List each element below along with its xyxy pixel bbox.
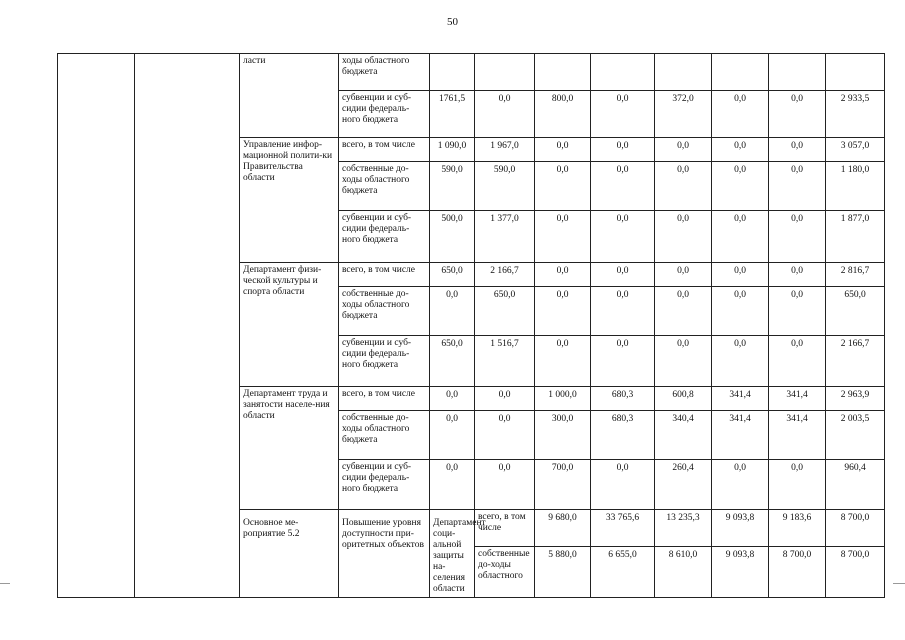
executor-cell: Департамент соци-альной защиты на-селения области [430,510,475,598]
value-cell: 2 166,7 [826,336,885,387]
row-label: всего, в том числе [475,510,535,547]
value-cell: 33 765,6 [591,510,655,547]
value-cell: 0,0 [591,162,655,211]
page-number: 50 [447,16,458,28]
row-label: всего, в том числе [339,387,430,411]
row-label: собственные до-ходы областного бюджета [339,411,430,460]
value-cell: 0,0 [475,411,535,460]
value-cell: 650,0 [430,336,475,387]
value-cell: 0,0 [712,287,769,336]
value-cell: 0,0 [655,263,712,287]
row-label: субвенции и суб-сидии федераль-ного бюджета [339,211,430,263]
value-cell: 2 816,7 [826,263,885,287]
value-cell: 341,4 [712,387,769,411]
value-cell: 341,4 [769,411,826,460]
value-cell: 0,0 [430,411,475,460]
row-label: субвенции и суб-сидии федераль-ного бюджета [339,336,430,387]
value-cell: 1 090,0 [430,138,475,162]
value-cell: 1 967,0 [475,138,535,162]
value-cell: 260,4 [655,460,712,510]
scan-mark-right [893,583,905,584]
value-cell: 0,0 [535,138,591,162]
value-cell: 960,4 [826,460,885,510]
value-cell: 341,4 [769,387,826,411]
table-row [58,54,885,91]
row-label: ходы областного бюджета [339,54,430,91]
value-cell: 0,0 [769,91,826,138]
row-label: собственные до-ходы областного бюджета [339,287,430,336]
value-cell: 0,0 [712,162,769,211]
executor-cell: ласти [240,54,339,138]
value-cell: 680,3 [591,387,655,411]
value-cell: 1 377,0 [475,211,535,263]
value-cell: 0,0 [655,287,712,336]
value-cell: 1 180,0 [826,162,885,211]
row-label: всего, в том числе [339,138,430,162]
value-cell: 0,0 [535,162,591,211]
value-cell: 2 963,9 [826,387,885,411]
value-cell: 1 516,7 [475,336,535,387]
scan-mark-left [0,583,10,584]
row-label: всего, в том числе [339,263,430,287]
value-cell: 0,0 [655,336,712,387]
value-cell: 1 000,0 [535,387,591,411]
value-cell: 0,0 [475,387,535,411]
value-cell: 0,0 [769,263,826,287]
value-cell: 0,0 [591,460,655,510]
value-cell: 0,0 [712,91,769,138]
value-cell: 2 166,7 [475,263,535,287]
value-cell: 2 003,5 [826,411,885,460]
value-cell: 0,0 [712,263,769,287]
value-cell: 0,0 [475,460,535,510]
value-cell: 0,0 [591,91,655,138]
value-cell: 9 093,8 [712,510,769,547]
measure-cell-empty [58,54,135,598]
value-cell: 0,0 [769,336,826,387]
value-cell [475,54,535,91]
value-cell: 6 655,0 [591,547,655,598]
value-cell: 9 680,0 [535,510,591,547]
value-cell: 590,0 [430,162,475,211]
value-cell: 800,0 [535,91,591,138]
value-cell: 680,3 [591,411,655,460]
row-label: субвенции и суб-сидии федераль-ного бюджета [339,91,430,138]
value-cell: 0,0 [712,138,769,162]
value-cell: 0,0 [655,211,712,263]
value-cell: 500,0 [430,211,475,263]
budget-table [57,53,885,598]
value-cell: 1761,5 [430,91,475,138]
value-cell [591,54,655,91]
value-cell: 0,0 [535,287,591,336]
value-cell: 0,0 [769,138,826,162]
value-cell: 0,0 [769,162,826,211]
value-cell: 1 877,0 [826,211,885,263]
value-cell: 5 880,0 [535,547,591,598]
value-cell: 372,0 [655,91,712,138]
value-cell: 8 700,0 [769,547,826,598]
measure-name-cell: Повышение уровня доступности при-оритетных объектов [339,510,430,598]
value-cell [769,54,826,91]
value-cell: 650,0 [475,287,535,336]
value-cell: 9 093,8 [712,547,769,598]
measure-name-cell-empty [135,54,240,598]
value-cell: 0,0 [769,211,826,263]
row-label: субвенции и суб-сидии федераль-ного бюджета [339,460,430,510]
value-cell: 0,0 [712,211,769,263]
value-cell: 0,0 [535,211,591,263]
row-label: собственные до-ходы областного бюджета [339,162,430,211]
executor-cell: Департамент труда и занятости населе-ния области [240,387,339,510]
value-cell: 341,4 [712,411,769,460]
value-cell: 0,0 [591,336,655,387]
value-cell: 8 700,0 [826,547,885,598]
value-cell: 0,0 [430,287,475,336]
measure-cell: Основное ме-роприятие 5.2 [240,510,339,598]
value-cell [712,54,769,91]
executor-cell: Департамент физи-ческой культуры и спорта области [240,263,339,387]
value-cell: 3 057,0 [826,138,885,162]
value-cell: 700,0 [535,460,591,510]
value-cell [655,54,712,91]
value-cell: 13 235,3 [655,510,712,547]
value-cell: 0,0 [712,460,769,510]
value-cell: 8 700,0 [826,510,885,547]
value-cell: 300,0 [535,411,591,460]
value-cell [826,54,885,91]
value-cell: 0,0 [712,336,769,387]
value-cell: 0,0 [655,138,712,162]
value-cell: 600,8 [655,387,712,411]
value-cell: 0,0 [769,460,826,510]
row-label: собственные до-ходы областного [475,547,535,598]
executor-cell: Управление инфор-мационной полити-ки Правительства области [240,138,339,263]
value-cell: 0,0 [769,287,826,336]
value-cell: 0,0 [475,91,535,138]
value-cell: 650,0 [826,287,885,336]
value-cell: 0,0 [591,263,655,287]
value-cell: 0,0 [591,138,655,162]
value-cell: 0,0 [591,287,655,336]
value-cell [535,54,591,91]
value-cell: 0,0 [535,336,591,387]
value-cell: 0,0 [535,263,591,287]
value-cell: 0,0 [430,460,475,510]
value-cell [430,54,475,91]
value-cell: 2 933,5 [826,91,885,138]
value-cell: 0,0 [655,162,712,211]
value-cell: 590,0 [475,162,535,211]
value-cell: 0,0 [591,211,655,263]
value-cell: 0,0 [430,387,475,411]
value-cell: 9 183,6 [769,510,826,547]
value-cell: 650,0 [430,263,475,287]
value-cell: 8 610,0 [655,547,712,598]
value-cell: 340,4 [655,411,712,460]
